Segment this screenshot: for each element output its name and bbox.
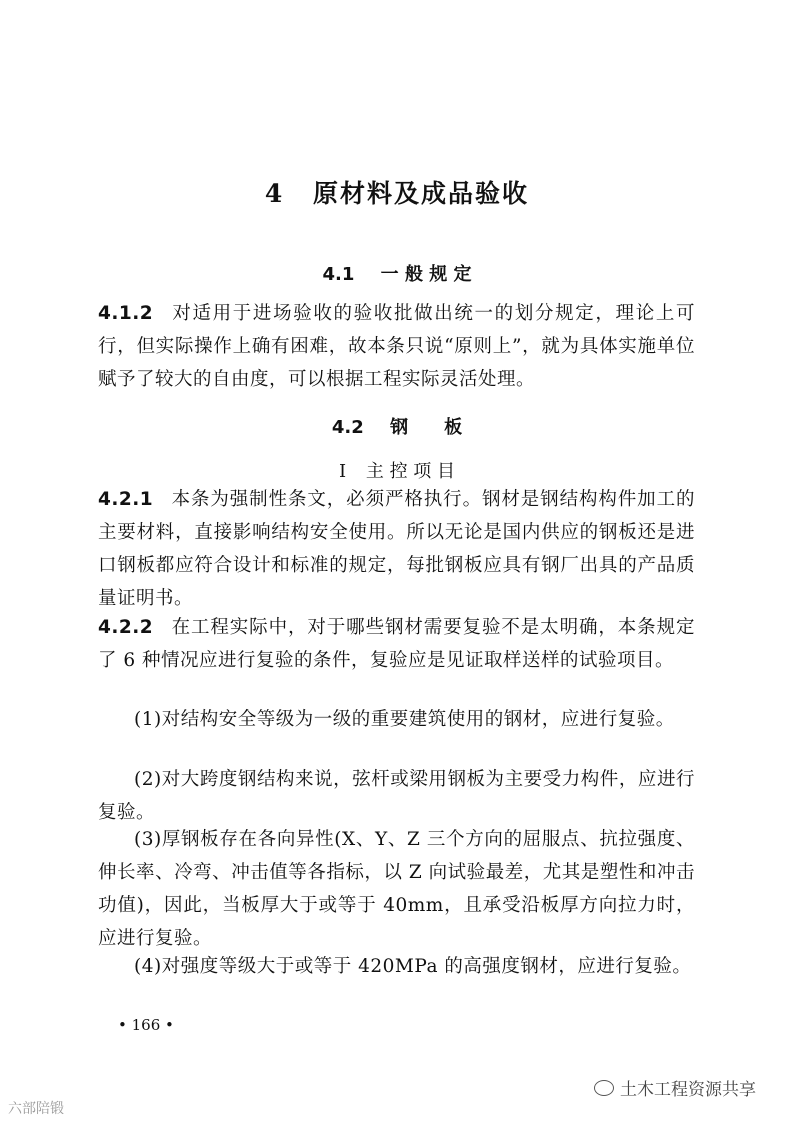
clause-text: 本条为强制性条文，必须严格执行。钢材是钢结构构件加工的主要材料，直接影响结构安全使用。所以无论是国内供应的钢板还是进口钢板都应符合设计和标准的规定，每批钢板应具有钢厂出具的产品质量证明书。 bbox=[98, 489, 695, 609]
section-title: 一 般 规 定 bbox=[380, 264, 472, 285]
chapter-number: 4 bbox=[264, 179, 285, 208]
watermark bbox=[594, 1075, 756, 1100]
wechat-icon bbox=[594, 1080, 614, 1096]
page-number: • 166 • bbox=[118, 1016, 174, 1034]
section-number: 4.1 bbox=[322, 264, 355, 285]
section-title: 钢 板 bbox=[390, 417, 463, 438]
clause-4-2-2 bbox=[98, 611, 695, 677]
chapter-title bbox=[0, 174, 794, 210]
section-number: 4.2 bbox=[331, 417, 364, 438]
chapter-title-text: 原材料及成品验收 bbox=[313, 179, 530, 208]
watermark-text: 土木工程资源共享 bbox=[620, 1080, 756, 1100]
subsection-heading bbox=[0, 457, 794, 483]
list-item: (2)对大跨度钢结构来说，弦杆或梁用钢板为主要受力构件，应进行复验。 bbox=[98, 769, 695, 823]
clause-number: 4.2.2 bbox=[98, 617, 154, 638]
subsection-title: 主 控 项 目 bbox=[365, 461, 456, 482]
clause-4-1-2 bbox=[98, 297, 695, 396]
subsection-roman: Ⅰ bbox=[338, 461, 347, 482]
list-item: (4)对强度等级大于或等于 420MPa 的高强度钢材，应进行复验。 bbox=[134, 956, 692, 977]
list-item: (3)厚钢板存在各向异性(X、Y、Z 三个方向的屈服点、抗拉强度、伸长率、冷弯、冲击值等各指标，以 Z 向试验最差，尤其是塑性和冲击功值)，因此，当板厚大于或等于 40mm，且承受沿板厚方向拉力时，应进行复验。 bbox=[98, 829, 695, 949]
section-heading-general bbox=[0, 260, 794, 286]
clause-4-2-1 bbox=[98, 483, 695, 615]
brand-logo: 六部陪锻 bbox=[8, 1101, 64, 1117]
clause-text: 在工程实际中，对于哪些钢材需要复验不是太明确，本条规定了 6 种情况应进行复验的条件，复验应是见证取样送样的试验项目。 bbox=[98, 617, 695, 671]
clause-number: 4.2.1 bbox=[98, 489, 154, 510]
section-heading-steel bbox=[0, 413, 794, 439]
list-item: (1)对结构安全等级为一级的重要建筑使用的钢材，应进行复验。 bbox=[134, 709, 675, 730]
clause-text: 对适用于进场验收的验收批做出统一的划分规定，理论上可行，但实际操作上确有困难，故本条只说“原则上”，就为具体实施单位赋予了较大的自由度，可以根据工程实际灵活处理。 bbox=[98, 303, 695, 390]
clause-number: 4.1.2 bbox=[98, 303, 154, 324]
